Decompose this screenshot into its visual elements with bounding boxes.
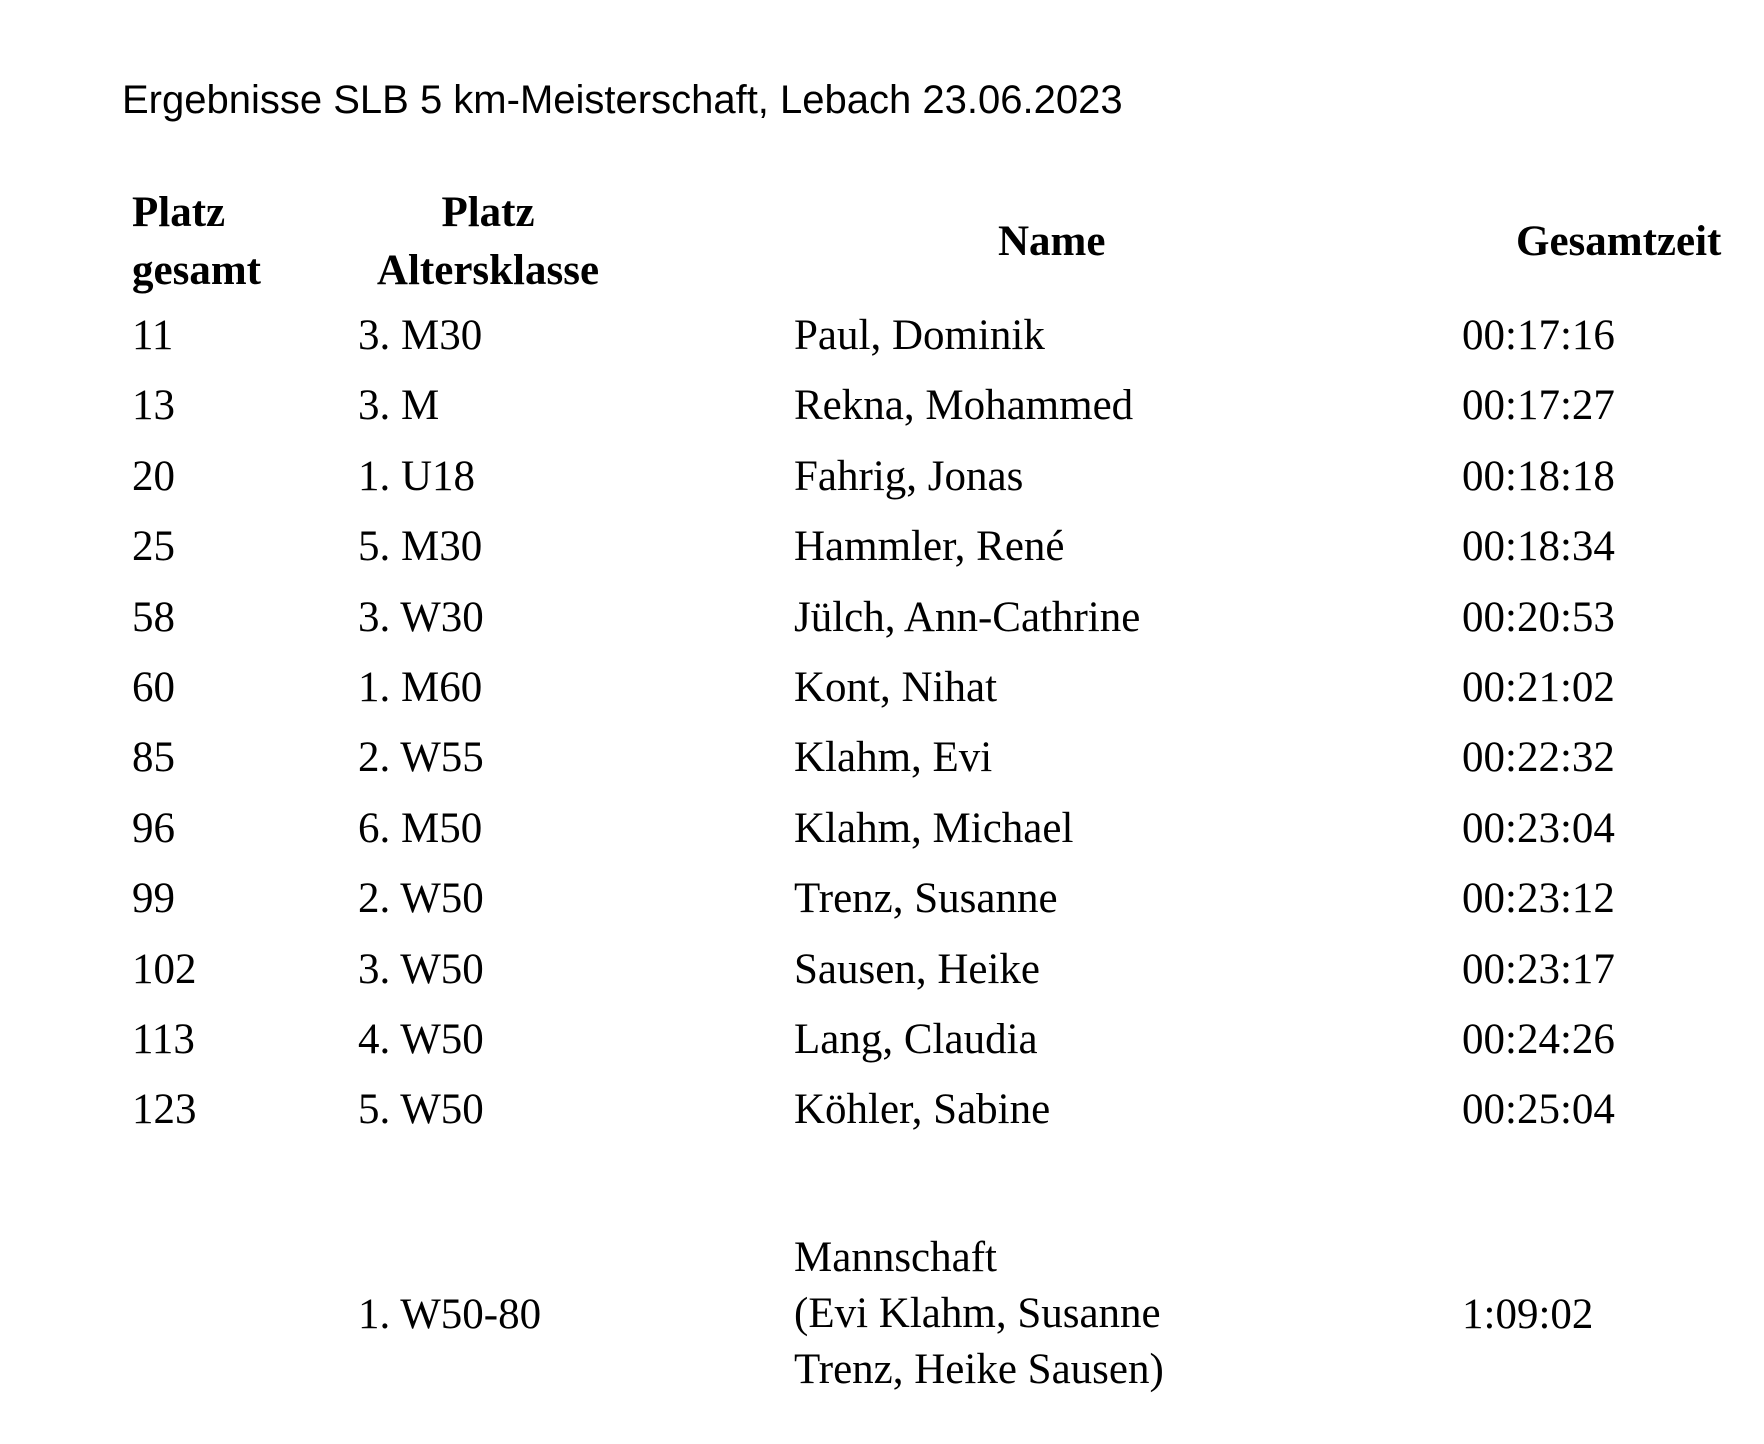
cell-platz-gesamt: 13: [132, 382, 175, 430]
cell-gesamtzeit: 00:17:27: [1462, 382, 1615, 430]
cell-name: Trenz, Susanne: [794, 875, 1058, 923]
cell-name: Fahrig, Jonas: [794, 452, 1024, 500]
table-row: [0, 1014, 1764, 1084]
cell-platz-altersklasse: 3. M30: [358, 312, 483, 359]
table-row: [0, 873, 1764, 943]
header-platz-ak-line1: Platz: [441, 189, 535, 236]
table-row: [0, 732, 1764, 802]
cell-platz-altersklasse: 1. M60: [358, 663, 483, 711]
cell-name: Lang, Claudia: [794, 1015, 1038, 1063]
cell-name: Kont, Nihat: [794, 663, 998, 711]
table-row: [0, 1084, 1764, 1154]
cell-name: Hammler, René: [794, 523, 1065, 571]
cell-gesamtzeit: 00:17:16: [1462, 312, 1615, 359]
cell-platz-altersklasse: 4. W50: [358, 1015, 484, 1063]
cell-platz-altersklasse: 3. W30: [358, 593, 484, 641]
header-platz-altersklasse: [358, 184, 618, 300]
header-platz-gesamt-line2: gesamt: [132, 247, 261, 294]
table-row: [0, 380, 1764, 450]
table-row: [0, 451, 1764, 521]
cell-platz-gesamt: 58: [132, 593, 175, 641]
cell-platz-altersklasse: 6. M50: [358, 804, 483, 852]
header-platz-gesamt: [132, 184, 261, 300]
cell-platz-gesamt: 85: [132, 734, 175, 782]
cell-platz-altersklasse: 2. W55: [358, 734, 484, 782]
header-name: Name: [998, 218, 1106, 265]
team-gesamtzeit: 1:09:02: [1462, 1291, 1594, 1338]
cell-gesamtzeit: 00:23:17: [1462, 945, 1615, 993]
cell-gesamtzeit: 00:25:04: [1462, 1086, 1615, 1134]
cell-name: Sausen, Heike: [794, 945, 1040, 993]
team-name-line3: Trenz, Heike Sausen): [794, 1346, 1164, 1393]
page-title: Ergebnisse SLB 5 km-Meisterschaft, Lebach 23.06.2023: [122, 78, 1123, 122]
cell-platz-gesamt: 60: [132, 663, 175, 711]
cell-platz-altersklasse: 1. U18: [358, 452, 476, 500]
table-row: [0, 310, 1764, 380]
results-table: [0, 310, 1764, 1155]
header-gesamtzeit: Gesamtzeit: [1516, 218, 1722, 265]
table-row: [0, 592, 1764, 662]
cell-gesamtzeit: 00:23:04: [1462, 804, 1615, 852]
team-name-line1: Mannschaft: [794, 1234, 997, 1281]
cell-name: Köhler, Sabine: [794, 1086, 1051, 1134]
cell-platz-gesamt: 102: [132, 945, 197, 993]
cell-gesamtzeit: 00:23:12: [1462, 875, 1615, 923]
cell-platz-altersklasse: 2. W50: [358, 875, 484, 923]
cell-gesamtzeit: 00:22:32: [1462, 734, 1615, 782]
table-row: [0, 662, 1764, 732]
cell-platz-gesamt: 96: [132, 804, 175, 852]
team-name: [794, 1230, 1164, 1398]
table-row: [0, 944, 1764, 1014]
cell-platz-gesamt: 99: [132, 875, 175, 923]
cell-platz-gesamt: 123: [132, 1086, 197, 1134]
cell-gesamtzeit: 00:18:34: [1462, 523, 1615, 571]
cell-platz-gesamt: 25: [132, 523, 175, 571]
cell-platz-altersklasse: 3. M: [358, 382, 440, 430]
cell-gesamtzeit: 00:18:18: [1462, 452, 1615, 500]
header-platz-gesamt-line1: Platz: [132, 189, 226, 236]
cell-platz-altersklasse: 5. W50: [358, 1086, 484, 1134]
cell-name: Klahm, Michael: [794, 804, 1074, 852]
cell-platz-altersklasse: 5. M30: [358, 523, 483, 571]
cell-platz-altersklasse: 3. W50: [358, 945, 484, 993]
cell-platz-gesamt: 113: [132, 1015, 195, 1063]
table-row: [0, 803, 1764, 873]
cell-name: Paul, Dominik: [794, 312, 1045, 359]
cell-gesamtzeit: 00:20:53: [1462, 593, 1615, 641]
cell-gesamtzeit: 00:21:02: [1462, 663, 1615, 711]
cell-platz-gesamt: 20: [132, 452, 175, 500]
table-row: [0, 521, 1764, 591]
cell-name: Klahm, Evi: [794, 734, 993, 782]
cell-name: Rekna, Mohammed: [794, 382, 1134, 430]
team-altersklasse: 1. W50-80: [358, 1291, 542, 1338]
cell-name: Jülch, Ann-Cathrine: [794, 593, 1141, 641]
header-platz-ak-line2: Altersklasse: [376, 247, 600, 294]
cell-gesamtzeit: 00:24:26: [1462, 1015, 1615, 1063]
team-name-line2: (Evi Klahm, Susanne: [794, 1290, 1161, 1337]
cell-platz-gesamt: 11: [132, 312, 174, 359]
